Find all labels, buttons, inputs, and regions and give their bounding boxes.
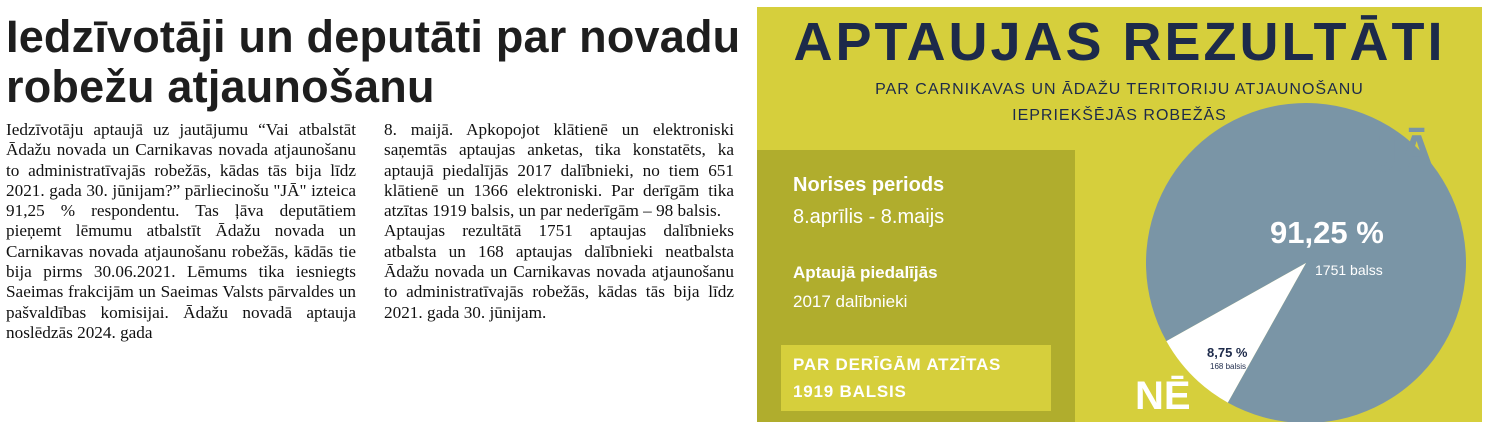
article-column-2 xyxy=(384,120,734,323)
subtitle-line-1: PAR CARNIKAVAS UN ĀDAŽU TERITORIJU ATJAUNOŠANU xyxy=(875,81,1364,98)
participants-value: 2017 dalībnieki xyxy=(793,292,908,311)
valid-votes-line-1: PAR DERĪGĀM ATZĪTAS xyxy=(793,355,1002,374)
article-column-1 xyxy=(6,120,356,343)
article-paragraph: Iedzīvotāju aptaujā uz jautājumu “Vai atbalstāt Ādažu novada un Carnikavas novada atjaunošanu to administratīvajās robežās, kādas tās bija līdz 2021. gada 30. jūnijam?” pārliecinošu "JĀ" izteica 91,25 % respondentu. Tas ļāva deputātiem pieņemt lēmumu atbalstīt Ādažu novada un Carnikavas novada atjaunošanu robežās, kādās tie bija pirms 30.06.2021. Lēmums tika iesniegts Saeimas frakcijām un Saeimas Valsts pārvaldes un pašvaldības komisijai. Ādažu novadā aptauja noslēdzās 2024. gada xyxy=(6,120,356,342)
period-value: 8.aprīlis - 8.maijs xyxy=(793,206,945,228)
yes-label: JĀ xyxy=(1369,125,1436,183)
no-percent-label: 8,75 % xyxy=(1207,345,1248,360)
infographic-title: APTAUJAS REZULTĀTI xyxy=(793,12,1446,72)
yes-votes-label: 1751 balss xyxy=(1315,262,1383,278)
survey-infographic xyxy=(757,7,1482,422)
article-paragraph: Aptaujas rezultātā 1751 aptaujas dalībnieks atbalsta un 168 aptaujas dalībnieki neatbalsta Ādažu novada un Carnikavas novada atjaunošanu to administratīvajās robežās, kādas tās bija līdz 2021. gada 30. jūnijam. xyxy=(384,221,734,322)
no-votes-label: 168 balsis xyxy=(1210,362,1247,371)
participants-label: Aptaujā piedalījās xyxy=(793,263,938,282)
no-label: NĒ xyxy=(1135,374,1191,418)
subtitle-line-2: IEPRIEKŠĒJĀS ROBEŽĀS xyxy=(1012,107,1227,124)
article-paragraph: 8. maijā. Apkopojot klātienē un elektroniski saņemtās aptaujas anketas, tika konstatēts, ka aptaujā piedalījās 2017 dalībnieki, no tiem 651 klātienē un 1366 elektroniski. Par derīgām tika atzītas 1919 balsis, un par nederīgām – 98 balsis. xyxy=(384,120,734,221)
valid-votes-line-2: 1919 BALSIS xyxy=(793,382,907,401)
yes-percent-label: 91,25 % xyxy=(1270,215,1384,250)
article-headline: Iedzīvotāji un deputāti par novadu robežu atjaunošanu xyxy=(6,11,741,112)
period-label: Norises periods xyxy=(793,174,945,196)
